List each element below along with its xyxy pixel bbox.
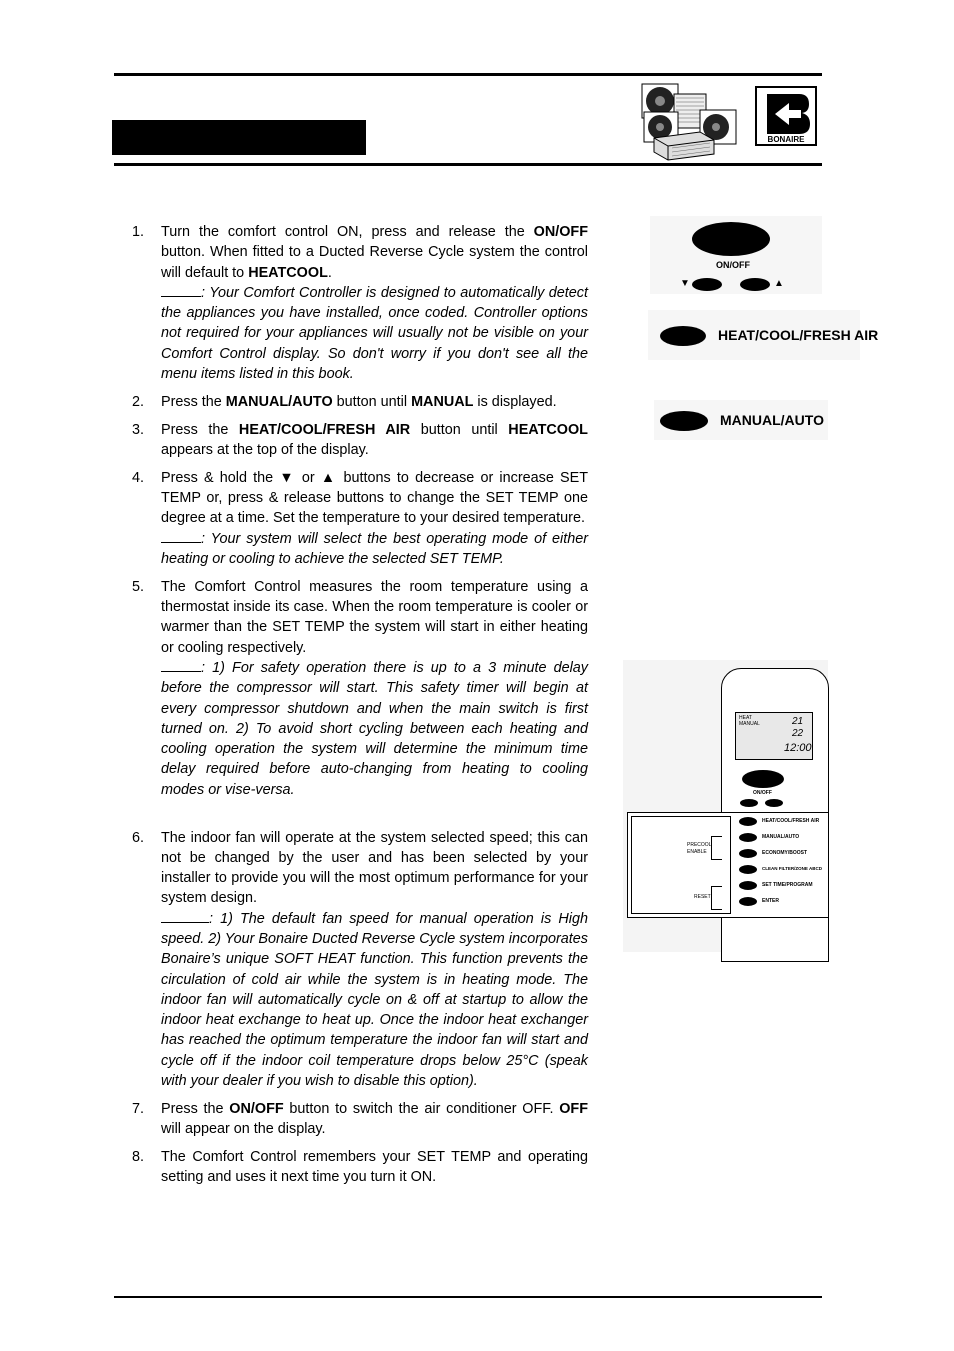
step-text: Press the HEAT/COOL/FRESH AIR button until HEATCOOL appears at the top of the display. xyxy=(161,421,588,458)
instruction-list xyxy=(132,222,588,1195)
step-text: The Comfort Control remembers your SET TEMP and operating setting and uses it next time you turn it ON. xyxy=(161,1148,588,1186)
down-arrow-icon: ▼ xyxy=(680,278,690,289)
remote-onoff-button[interactable] xyxy=(742,770,784,788)
display-mode: HEAT xyxy=(739,715,752,721)
step-3 xyxy=(132,420,588,461)
manual-auto-button[interactable] xyxy=(660,411,708,431)
remote-down-button[interactable] xyxy=(740,799,758,807)
step-note: : Your Comfort Controller is designed to automatically detect the appliances you have installed, once coded. Controller options not required for your appliances will usually not be visible on your Comfort Control display. So don't worry if you don't see all the menu items listed in this book. xyxy=(161,284,588,383)
step-number: 1. xyxy=(132,224,145,240)
reset-bracket xyxy=(711,886,722,910)
onoff-figure xyxy=(650,216,822,294)
section-title-bar xyxy=(112,120,366,155)
heat-cool-label: HEAT/COOL/FRESH AIR xyxy=(718,327,879,343)
onoff-button[interactable] xyxy=(692,222,770,256)
step-8 xyxy=(132,1147,588,1188)
down-button[interactable] xyxy=(692,278,722,291)
display-clock: 12:00 xyxy=(784,742,812,754)
manual-auto-label: MANUAL/AUTO xyxy=(720,412,824,428)
remote-economy-button[interactable] xyxy=(739,849,757,858)
step-number: 3. xyxy=(132,421,145,438)
step-note: : Your system will select the best operating mode of either heating or cooling to achieve the selected SET TEMP. xyxy=(161,530,588,567)
step-text: The Comfort Control measures the room temperature using a thermostat inside its case. When the room temperature is cooler or warmer than the SET TEMP the system will start in either heating or cooling respectively. xyxy=(161,578,588,656)
remote-clean-filter-button[interactable] xyxy=(739,865,757,874)
up-arrow-icon: ▲ xyxy=(774,278,784,289)
remote-up-button[interactable] xyxy=(765,799,783,807)
footer-rule xyxy=(114,1296,822,1298)
remote-economy-label: ECONOMY/BOOST xyxy=(762,850,808,856)
step-number: 8. xyxy=(132,1148,145,1165)
precool-label: PRECOOL ENABLE xyxy=(687,842,712,855)
step-5 xyxy=(132,577,588,800)
brand-name: BONAIRE xyxy=(767,135,805,144)
step-number: 5. xyxy=(132,578,145,595)
remote-manual-auto-button[interactable] xyxy=(739,833,757,842)
step-4 xyxy=(132,468,588,569)
precool-bracket xyxy=(711,836,722,860)
header-top-rule xyxy=(114,73,822,76)
step-text: Press the ON/OFF button to switch the air conditioner OFF. OFF will appear on the display. xyxy=(161,1100,588,1138)
step-7 xyxy=(132,1099,588,1140)
product-range-illustration xyxy=(640,82,740,164)
remote-figure xyxy=(623,660,828,952)
up-button[interactable] xyxy=(740,278,770,291)
display-temp-1: 21 xyxy=(792,716,804,727)
step-number: 7. xyxy=(132,1100,145,1117)
remote-onoff-label: ON/OFF xyxy=(753,790,772,796)
step-2 xyxy=(132,392,588,412)
remote-set-time-label: SET TIME/PROGRAM xyxy=(762,882,813,888)
remote-heat-cool-button[interactable] xyxy=(739,817,757,826)
manual-auto-figure xyxy=(654,400,828,440)
remote-enter-button[interactable] xyxy=(739,897,757,906)
onoff-label: ON/OFF xyxy=(716,260,750,270)
heat-cool-figure xyxy=(648,310,879,360)
step-text: The indoor fan will operate at the system selected speed; this can not be changed by the user and has been selected by your installer to provide you will the most optimum performance for your system design. xyxy=(161,829,588,907)
step-note: : 1) For safety operation there is up to a 3 minute delay before the compressor will start. This safety timer will begin at every compressor shutdown and when the main switch is first turned on. 2) To avoid short cycling between each heating and cooling operation the system will determine the minimum time delay required before auto-changing from heating to cooling modes or vise-versa. xyxy=(161,659,588,798)
step-1 xyxy=(132,222,588,384)
heat-cool-button[interactable] xyxy=(660,326,706,346)
remote-manual-auto-label: MANUAL/AUTO xyxy=(762,834,800,840)
step-number: 6. xyxy=(132,829,145,846)
display-sub: MANUAL xyxy=(739,721,760,727)
remote-clean-filter-label: CLEAN FILTER/ZONE ABCD xyxy=(762,866,822,871)
step-6 xyxy=(132,828,588,1092)
step-text: Turn the comfort control ON, press and release the ON/OFF button. When fitted to a Ducted Reverse Cycle system the control will default to HEATCOOL. xyxy=(161,224,588,281)
remote-set-time-button[interactable] xyxy=(739,881,757,890)
display-temp-2: 22 xyxy=(792,728,804,739)
reset-label: RESET xyxy=(694,894,711,900)
step-text: Press & hold the ▼ or ▲ buttons to decrease or increase SET TEMP or, press & release buttons to change the SET TEMP one degree at a time. Set the temperature to your desired temperature. xyxy=(161,469,588,527)
step-number: 4. xyxy=(132,469,145,486)
step-note: : 1) The default fan speed for manual operation is High speed. 2) Your Bonaire Ducted Reverse Cycle system incorporates Bonaire’s unique SOFT HEAT function. This function prevents the circulation of cold air while the system is in heating mode. The indoor fan will automatically cycle on & off at startup to allow the indoor heat exchange to heat up. Once the indoor heat exchanger has reached the optimum temperature the indoor fan will start and cycle off if the indoor coil temperature drops below 25°C (speak with your dealer if you wish to disable this option). xyxy=(161,910,588,1090)
remote-enter-label: ENTER xyxy=(762,898,779,904)
step-text: Press the MANUAL/AUTO button until MANUAL is displayed. xyxy=(161,393,557,410)
remote-heat-cool-label: HEAT/COOL/FRESH AIR xyxy=(762,818,820,824)
bonaire-logo xyxy=(755,86,817,146)
step-number: 2. xyxy=(132,393,145,410)
remote-display xyxy=(735,712,813,760)
